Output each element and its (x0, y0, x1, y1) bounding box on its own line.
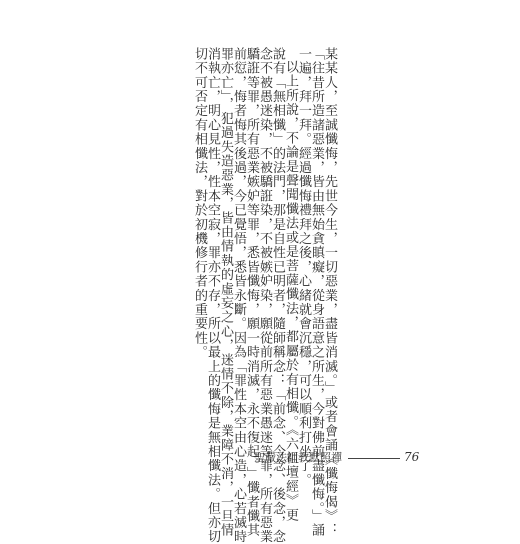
text-column: 驕誑等罪，所有惡業嫉妒等罪，悉皆懺悔，願一時消滅，永不復起。」懺者懺其 (244, 47, 259, 538)
text-column: 切不可否定有相懺法，對於初機修行者的重要性。 (192, 47, 207, 360)
footer-divider (348, 458, 400, 459)
text-column: 說有「無相懺」的法門，那是自性已明者，隨師稱念：「前念、今念、後念，念 (270, 47, 285, 544)
text-column: 前愆，悔者悔其後過，今已覺悟，悉皆永斷。因為「罪性本空由心造，心若滅時 (231, 47, 246, 544)
text-column: 「往昔所造諸惡業，皆由無始貪瞋癡，從身語意之所生，今對佛前盡懺悔。」誦 (309, 47, 324, 538)
text-column: 某某人，至誠懺悔，先世今生，一切惡業，盡皆消滅。」或者會誦《懺悔偈》： (322, 47, 337, 538)
text-column: 消執亡，明心見性，性本空寂，罪亦不存，所以最上的懺悔是無相懺法。但亦切 (205, 47, 220, 544)
text-column: 以上所說，不論是聲聞懺法或是菩薩懺法，都屬於有相懺。《六祖壇經》更 (283, 60, 298, 523)
text-column: 一遍，拜一拜。經過懺悔禮拜之後，心緒就會沉穩，可以順利打坐了。 (296, 47, 311, 488)
page-number: 76 (404, 450, 420, 464)
page-footer (254, 449, 419, 465)
text-column: 念不被愚迷染，不被驕誑染，不被嫉妒染，願從前所有惡業愚迷等罪，所有惡業 (257, 47, 272, 544)
book-title: 聖嚴法師教默照禪 (254, 451, 342, 464)
text-column: 罪亦亡」，犯過失造惡業，皆由情執的虛妄之心，迷情不除，業障不消，一旦情 (218, 47, 233, 538)
